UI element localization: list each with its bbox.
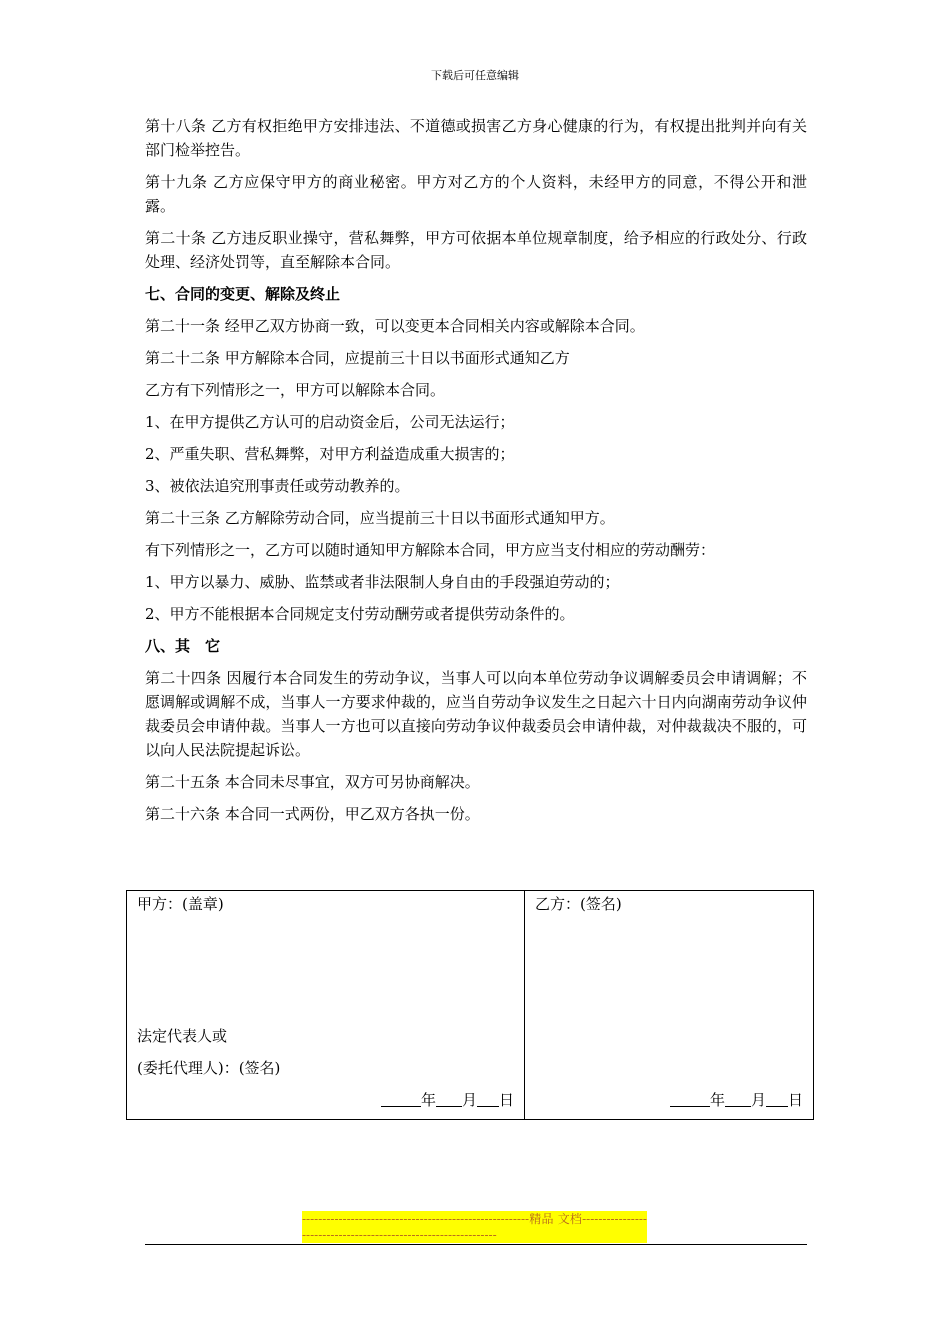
day-blank <box>766 1090 788 1107</box>
article-22-item-3: 3、被依法追究刑事责任或劳动教养的。 <box>145 477 410 495</box>
article-18: 第十八条 乙方有权拒绝甲方安排违法、不道德或损害乙方身心健康的行为，有权提出批判并向有关部门检举控告。 <box>145 117 807 159</box>
party-b-date <box>670 1089 803 1110</box>
month-label: 月 <box>461 1091 477 1109</box>
article-22: 第二十二条 甲方解除本合同，应提前三十日以书面形式通知乙方 <box>145 349 570 367</box>
footer-divider <box>145 1244 807 1245</box>
article-25: 第二十五条 本合同未尽事宜，双方可另协商解决。 <box>145 773 480 791</box>
article-20: 第二十条 乙方违反职业操守，营私舞弊，甲方可依据本单位规章制度，给予相应的行政处分、行政处理、经济处罚等，直至解除本合同。 <box>145 229 807 271</box>
month-blank <box>725 1090 751 1107</box>
legal-rep-label: 法定代表人或 <box>137 1027 228 1045</box>
section-heading-8: 八、其 它 <box>145 637 221 655</box>
article-23-item-1: 1、甲方以暴力、威胁、监禁或者非法限制人身自由的手段强迫劳动的； <box>145 573 620 591</box>
party-b-cell <box>525 891 813 1119</box>
day-blank <box>477 1090 499 1107</box>
article-21: 第二十一条 经甲乙双方协商一致，可以变更本合同相关内容或解除本合同。 <box>145 317 645 335</box>
day-label: 日 <box>498 1091 514 1109</box>
page-header: 下载后可任意编辑 <box>431 69 519 82</box>
article-22-item-2: 2、严重失职、营私舞弊，对甲方利益造成重大损害的； <box>145 445 515 463</box>
year-label: 年 <box>420 1091 436 1109</box>
party-a-label: 甲方：(盖章) <box>137 895 224 913</box>
agent-sign-label: (委托代理人)：(签名) <box>137 1059 281 1077</box>
year-blank <box>670 1090 710 1107</box>
article-26: 第二十六条 本合同一式两份，甲乙双方各执一份。 <box>145 805 480 823</box>
day-label: 日 <box>787 1091 803 1109</box>
contract-body <box>145 114 807 834</box>
party-a-date <box>381 1089 514 1110</box>
footer-watermark-text: --------------------------------------------------------精品 文档---------------------------------------------------------------- <box>302 1212 647 1242</box>
year-label: 年 <box>709 1091 725 1109</box>
signature-table <box>126 890 814 1120</box>
party-a-cell <box>127 891 525 1119</box>
article-19: 第十九条 乙方应保守甲方的商业秘密。甲方对乙方的个人资料，未经甲方的同意，不得公开和泄露。 <box>145 173 807 215</box>
article-23-intro: 有下列情形之一，乙方可以随时通知甲方解除本合同，甲方应当支付相应的劳动酬劳： <box>145 541 716 559</box>
article-22-item-1: 1、在甲方提供乙方认可的启动资金后，公司无法运行； <box>145 413 515 431</box>
month-blank <box>436 1090 462 1107</box>
article-23-item-2: 2、甲方不能根据本合同规定支付劳动酬劳或者提供劳动条件的。 <box>145 605 575 623</box>
party-b-label: 乙方：(签名) <box>535 895 622 913</box>
article-22-intro: 乙方有下列情形之一，甲方可以解除本合同。 <box>145 381 446 399</box>
article-23: 第二十三条 乙方解除劳动合同，应当提前三十日以书面形式通知甲方。 <box>145 509 615 527</box>
section-heading-7: 七、合同的变更、解除及终止 <box>145 285 341 303</box>
article-24: 第二十四条 因履行本合同发生的劳动争议，当事人可以向本单位劳动争议调解委员会申请调解；不愿调解或调解不成，当事人一方要求仲裁的，应当自劳动争议发生之日起六十日内向湖南劳动争议仲裁委员会申请仲裁。当事人一方也可以直接向劳动争议仲裁委员会申请仲裁，对仲裁裁决不服的，可以向人民法院提起诉讼。 <box>145 669 807 759</box>
month-label: 月 <box>750 1091 766 1109</box>
year-blank <box>381 1090 421 1107</box>
